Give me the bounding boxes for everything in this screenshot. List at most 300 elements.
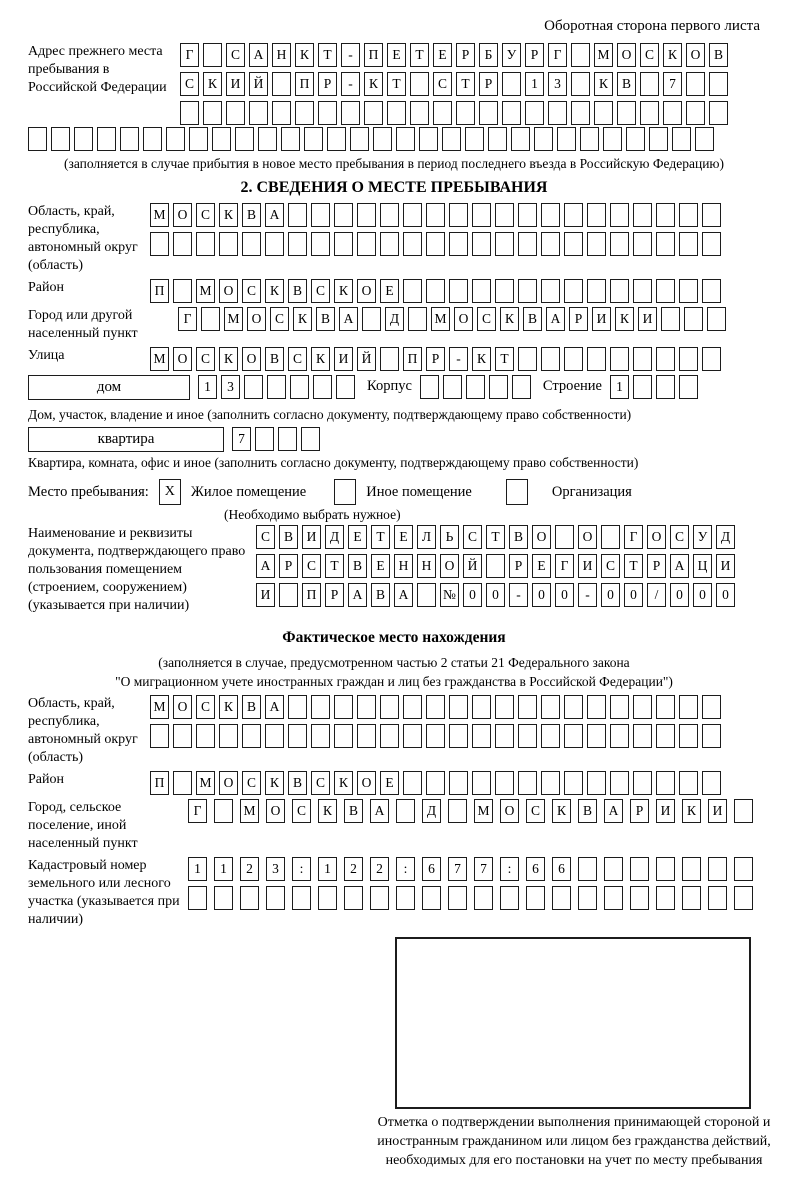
char-cell: А	[394, 583, 413, 607]
char-cell	[518, 771, 537, 795]
char-cell	[242, 232, 261, 256]
char-row-fact-oblast-2	[150, 724, 725, 748]
stamp-caption: Отметка о подтверждении выполнения принимающей стороной и иностранным гражданином или лицом без гражданства действий, необходимых для его постановки на учет по месту пребывания	[377, 1115, 771, 1168]
char-cell: Р	[325, 583, 344, 607]
char-cell	[686, 72, 705, 96]
char-cell	[679, 279, 698, 303]
char-cell: О	[173, 695, 192, 719]
kvartira-caption: Квартира, комната, офис и иное (заполнить согласно документу, подтверждающему право собственности)	[28, 455, 639, 470]
char-cell	[564, 695, 583, 719]
char-cell: Г	[555, 554, 574, 578]
char-cell	[203, 43, 222, 67]
char-cell	[357, 232, 376, 256]
char-cell: И	[226, 72, 245, 96]
char-cell: О	[686, 43, 705, 67]
char-cell: М	[224, 307, 243, 331]
char-cell	[656, 695, 675, 719]
char-cell	[426, 203, 445, 227]
char-cell	[541, 203, 560, 227]
char-cell	[630, 857, 649, 881]
char-cell: 0	[693, 583, 712, 607]
char-cell	[396, 799, 415, 823]
char-cell: К	[311, 347, 330, 371]
char-cell	[295, 101, 314, 125]
char-cell	[265, 232, 284, 256]
char-cell: 1	[610, 375, 629, 399]
char-cell	[707, 307, 726, 331]
char-cell: 7	[663, 72, 682, 96]
char-cell	[472, 203, 491, 227]
char-cell: К	[219, 203, 238, 227]
char-cell: 3	[266, 857, 285, 881]
char-cell	[640, 101, 659, 125]
char-cell	[479, 101, 498, 125]
char-cell: И	[716, 554, 735, 578]
char-cell: М	[150, 695, 169, 719]
char-cell: Т	[486, 525, 505, 549]
char-cell: М	[196, 771, 215, 795]
char-cell	[541, 695, 560, 719]
char-cell	[420, 375, 439, 399]
char-cell: О	[242, 347, 261, 371]
char-cell: С	[311, 771, 330, 795]
char-cell	[150, 232, 169, 256]
char-cell	[410, 101, 429, 125]
char-cell: Ь	[440, 525, 459, 549]
char-cell	[656, 347, 675, 371]
char-cell: С	[288, 347, 307, 371]
char-cell: И	[578, 554, 597, 578]
char-cell	[120, 127, 139, 151]
char-cell: Й	[357, 347, 376, 371]
char-cell	[304, 127, 323, 151]
char-cell	[633, 232, 652, 256]
char-cell	[708, 886, 727, 910]
char-cell	[279, 583, 298, 607]
char-cell: С	[302, 554, 321, 578]
dom-box: дом	[28, 375, 190, 400]
stroenie-label: Строение	[542, 378, 602, 394]
char-cell: 2	[240, 857, 259, 881]
char-cell: 0	[601, 583, 620, 607]
document-label: Наименование и реквизиты документа, подтверждающего право пользования помещением (строением, сооружением) (указывается при наличии)	[28, 526, 246, 613]
char-cell	[311, 203, 330, 227]
char-cell	[166, 127, 185, 151]
char-cell	[564, 232, 583, 256]
char-cell: О	[266, 799, 285, 823]
char-cell: И	[302, 525, 321, 549]
char-cell	[357, 203, 376, 227]
char-cell	[495, 232, 514, 256]
char-cell	[649, 127, 668, 151]
char-cell: М	[431, 307, 450, 331]
field-gorod	[28, 307, 760, 343]
char-cell	[578, 857, 597, 881]
char-row-prev-address-1	[180, 43, 732, 67]
char-cell	[403, 771, 422, 795]
char-cell: К	[295, 43, 314, 67]
char-cell	[564, 724, 583, 748]
char-cell: К	[594, 72, 613, 96]
kadastr-label: Кадастровый номер земельного или лесного участка (указывается при наличии)	[28, 858, 180, 927]
char-cell: К	[682, 799, 701, 823]
option-inoe-label: Иное помещение	[366, 483, 472, 500]
char-cell: 7	[448, 857, 467, 881]
char-cell: П	[364, 43, 383, 67]
char-cell: О	[219, 771, 238, 795]
char-cell: С	[526, 799, 545, 823]
char-cell	[656, 279, 675, 303]
char-cell: Р	[318, 72, 337, 96]
char-cell: Т	[456, 72, 475, 96]
char-cell: Д	[385, 307, 404, 331]
char-cell: -	[509, 583, 528, 607]
char-cell	[656, 771, 675, 795]
char-cell	[656, 232, 675, 256]
char-cell	[357, 724, 376, 748]
char-cell: Т	[325, 554, 344, 578]
checkbox-organizaciya	[506, 479, 528, 505]
char-cell	[702, 279, 721, 303]
char-cell	[661, 307, 680, 331]
char-cell	[173, 724, 192, 748]
char-cell: С	[640, 43, 659, 67]
char-cell	[580, 127, 599, 151]
char-cell	[541, 724, 560, 748]
char-cell	[235, 127, 254, 151]
char-cell	[474, 886, 493, 910]
char-cell	[242, 724, 261, 748]
char-cell: П	[150, 279, 169, 303]
char-cell	[472, 232, 491, 256]
char-cell: 1	[214, 857, 233, 881]
char-cell: А	[256, 554, 275, 578]
char-cell: С	[311, 279, 330, 303]
field-fact-gorod	[28, 799, 760, 853]
char-cell: 1	[198, 375, 217, 399]
gorod-label: Город или другой населенный пункт	[28, 308, 138, 341]
char-cell: 0	[670, 583, 689, 607]
char-cell	[51, 127, 70, 151]
char-cell	[173, 279, 192, 303]
char-cell: Д	[716, 525, 735, 549]
char-cell: В	[242, 203, 261, 227]
char-cell: В	[709, 43, 728, 67]
char-cell	[212, 127, 231, 151]
char-row-document-3	[256, 583, 739, 607]
char-cell: К	[364, 72, 383, 96]
char-cell	[541, 347, 560, 371]
char-cell: С	[180, 72, 199, 96]
char-cell	[272, 101, 291, 125]
char-cell	[357, 695, 376, 719]
char-cell: И	[638, 307, 657, 331]
field-ulitsa	[28, 347, 760, 371]
prev-address-label: Адрес прежнего места пребывания в Российской Федерации	[28, 44, 167, 95]
char-cell	[702, 232, 721, 256]
char-cell	[656, 724, 675, 748]
char-cell: Г	[624, 525, 643, 549]
prev-address-note: (заполняется в случае прибытия в новое место пребывания в период последнего въезда в Российскую Федерацию)	[63, 156, 725, 171]
char-cell: Т	[495, 347, 514, 371]
char-cell: В	[348, 554, 367, 578]
char-cell: О	[440, 554, 459, 578]
char-cell	[555, 525, 574, 549]
char-cell: В	[344, 799, 363, 823]
char-cell: -	[449, 347, 468, 371]
char-cell	[465, 127, 484, 151]
char-cell: О	[647, 525, 666, 549]
char-cell: Е	[532, 554, 551, 578]
char-cell	[672, 127, 691, 151]
char-cell: В	[509, 525, 528, 549]
char-cell	[518, 232, 537, 256]
char-cell	[327, 127, 346, 151]
char-cell	[301, 427, 320, 451]
char-cell: Р	[479, 72, 498, 96]
fact-oblast-grid	[150, 695, 725, 748]
char-cell: О	[578, 525, 597, 549]
char-cell	[74, 127, 93, 151]
char-cell	[633, 375, 652, 399]
char-cell	[380, 232, 399, 256]
char-cell	[495, 724, 514, 748]
char-cell: С	[292, 799, 311, 823]
char-cell	[449, 279, 468, 303]
char-cell	[336, 375, 355, 399]
char-cell	[541, 771, 560, 795]
char-cell: М	[196, 279, 215, 303]
char-cell: 7	[232, 427, 251, 451]
char-cell	[709, 101, 728, 125]
checkbox-inoe	[334, 479, 356, 505]
char-cell: С	[226, 43, 245, 67]
char-cell	[679, 695, 698, 719]
raion-label: Район	[28, 280, 64, 295]
char-cell	[258, 127, 277, 151]
char-cell: 6	[552, 857, 571, 881]
char-cell: Е	[380, 279, 399, 303]
char-cell	[28, 127, 47, 151]
char-cell	[265, 724, 284, 748]
char-cell	[173, 771, 192, 795]
char-cell	[403, 279, 422, 303]
char-row-stroenie	[610, 375, 702, 399]
char-cell	[219, 232, 238, 256]
char-cell	[587, 232, 606, 256]
char-cell	[255, 427, 274, 451]
fact-title: Фактическое место нахождения	[282, 629, 506, 646]
field-fact-oblast	[28, 695, 760, 767]
char-cell	[189, 127, 208, 151]
char-cell	[656, 857, 675, 881]
char-cell	[350, 127, 369, 151]
char-cell: С	[477, 307, 496, 331]
char-cell: 1	[525, 72, 544, 96]
char-cell: 0	[486, 583, 505, 607]
char-cell: Л	[417, 525, 436, 549]
char-cell	[564, 279, 583, 303]
char-cell	[426, 232, 445, 256]
char-cell	[682, 886, 701, 910]
char-cell: С	[196, 695, 215, 719]
char-row-oblast-1	[150, 203, 725, 227]
char-cell	[449, 203, 468, 227]
char-cell: Й	[463, 554, 482, 578]
char-cell	[633, 279, 652, 303]
char-cell	[679, 724, 698, 748]
char-cell: Г	[178, 307, 197, 331]
char-cell: В	[523, 307, 542, 331]
char-cell	[313, 375, 332, 399]
char-cell: У	[693, 525, 712, 549]
char-cell: Т	[624, 554, 643, 578]
char-cell: О	[617, 43, 636, 67]
char-cell	[603, 127, 622, 151]
char-cell: А	[265, 695, 284, 719]
char-cell	[281, 127, 300, 151]
char-cell	[380, 695, 399, 719]
char-cell: О	[247, 307, 266, 331]
char-cell	[396, 127, 415, 151]
char-cell	[203, 101, 222, 125]
field-dom-row	[28, 375, 760, 404]
char-cell	[679, 347, 698, 371]
char-cell: №	[440, 583, 459, 607]
char-cell: О	[357, 279, 376, 303]
char-cell: К	[334, 279, 353, 303]
char-cell	[244, 375, 263, 399]
char-cell	[502, 72, 521, 96]
char-cell	[495, 279, 514, 303]
char-cell: В	[617, 72, 636, 96]
char-cell	[630, 886, 649, 910]
mesto-label: Место пребывания:	[28, 483, 149, 500]
char-cell	[626, 127, 645, 151]
char-cell	[472, 279, 491, 303]
char-cell: К	[615, 307, 634, 331]
char-cell	[587, 695, 606, 719]
char-cell	[219, 724, 238, 748]
char-cell: М	[594, 43, 613, 67]
char-cell	[500, 886, 519, 910]
char-cell: Т	[387, 72, 406, 96]
char-cell: 7	[474, 857, 493, 881]
char-cell: Р	[630, 799, 649, 823]
char-cell	[364, 101, 383, 125]
char-cell: Н	[272, 43, 291, 67]
char-cell	[173, 232, 192, 256]
char-cell: С	[463, 525, 482, 549]
char-cell: С	[270, 307, 289, 331]
char-cell: 0	[532, 583, 551, 607]
char-cell	[387, 101, 406, 125]
char-cell: Н	[417, 554, 436, 578]
char-cell	[426, 724, 445, 748]
char-row-prev-address-4	[28, 127, 760, 151]
char-cell: 0	[555, 583, 574, 607]
char-cell: Р	[426, 347, 445, 371]
char-cell: Д	[422, 799, 441, 823]
char-cell	[557, 127, 576, 151]
char-cell	[188, 886, 207, 910]
korpus-label: Корпус	[367, 378, 412, 394]
char-cell	[403, 203, 422, 227]
char-cell: А	[670, 554, 689, 578]
char-cell: В	[265, 347, 284, 371]
char-cell	[486, 554, 505, 578]
char-row-prev-address-3	[180, 101, 732, 125]
char-cell: К	[472, 347, 491, 371]
char-cell: Й	[249, 72, 268, 96]
char-cell	[702, 771, 721, 795]
char-cell: В	[578, 799, 597, 823]
char-cell	[448, 799, 467, 823]
char-cell	[267, 375, 286, 399]
field-prev-address	[28, 43, 760, 125]
char-cell	[702, 695, 721, 719]
char-cell: Е	[380, 771, 399, 795]
char-cell: Г	[548, 43, 567, 67]
char-cell	[417, 583, 436, 607]
char-cell	[610, 695, 629, 719]
char-cell	[226, 101, 245, 125]
char-cell	[564, 347, 583, 371]
oblast-grid	[150, 203, 725, 256]
char-cell	[495, 771, 514, 795]
char-cell	[734, 799, 753, 823]
char-cell: О	[454, 307, 473, 331]
char-cell	[541, 232, 560, 256]
char-cell: А	[370, 799, 389, 823]
char-cell: И	[592, 307, 611, 331]
char-cell	[518, 279, 537, 303]
char-cell	[601, 525, 620, 549]
char-cell	[640, 72, 659, 96]
char-row-oblast-2	[150, 232, 725, 256]
char-cell	[617, 101, 636, 125]
char-cell	[334, 203, 353, 227]
char-cell	[403, 724, 422, 748]
char-cell: М	[474, 799, 493, 823]
char-cell	[201, 307, 220, 331]
char-cell	[449, 724, 468, 748]
char-cell: С	[242, 279, 261, 303]
char-cell	[311, 232, 330, 256]
char-cell: К	[265, 279, 284, 303]
char-cell: Т	[318, 43, 337, 67]
char-row-ulitsa	[150, 347, 725, 371]
char-cell	[679, 375, 698, 399]
char-cell	[695, 127, 714, 151]
char-cell: В	[242, 695, 261, 719]
char-cell: -	[341, 43, 360, 67]
char-cell: :	[292, 857, 311, 881]
document-grid	[256, 525, 739, 607]
char-row-kvartira	[232, 427, 324, 451]
char-cell	[708, 857, 727, 881]
char-cell: 3	[221, 375, 240, 399]
char-cell	[488, 127, 507, 151]
char-cell	[541, 279, 560, 303]
char-cell: М	[150, 347, 169, 371]
char-cell	[679, 232, 698, 256]
char-cell: К	[293, 307, 312, 331]
char-cell: В	[371, 583, 390, 607]
char-cell: Р	[647, 554, 666, 578]
char-cell	[656, 375, 675, 399]
char-row-prev-address-2	[180, 72, 732, 96]
